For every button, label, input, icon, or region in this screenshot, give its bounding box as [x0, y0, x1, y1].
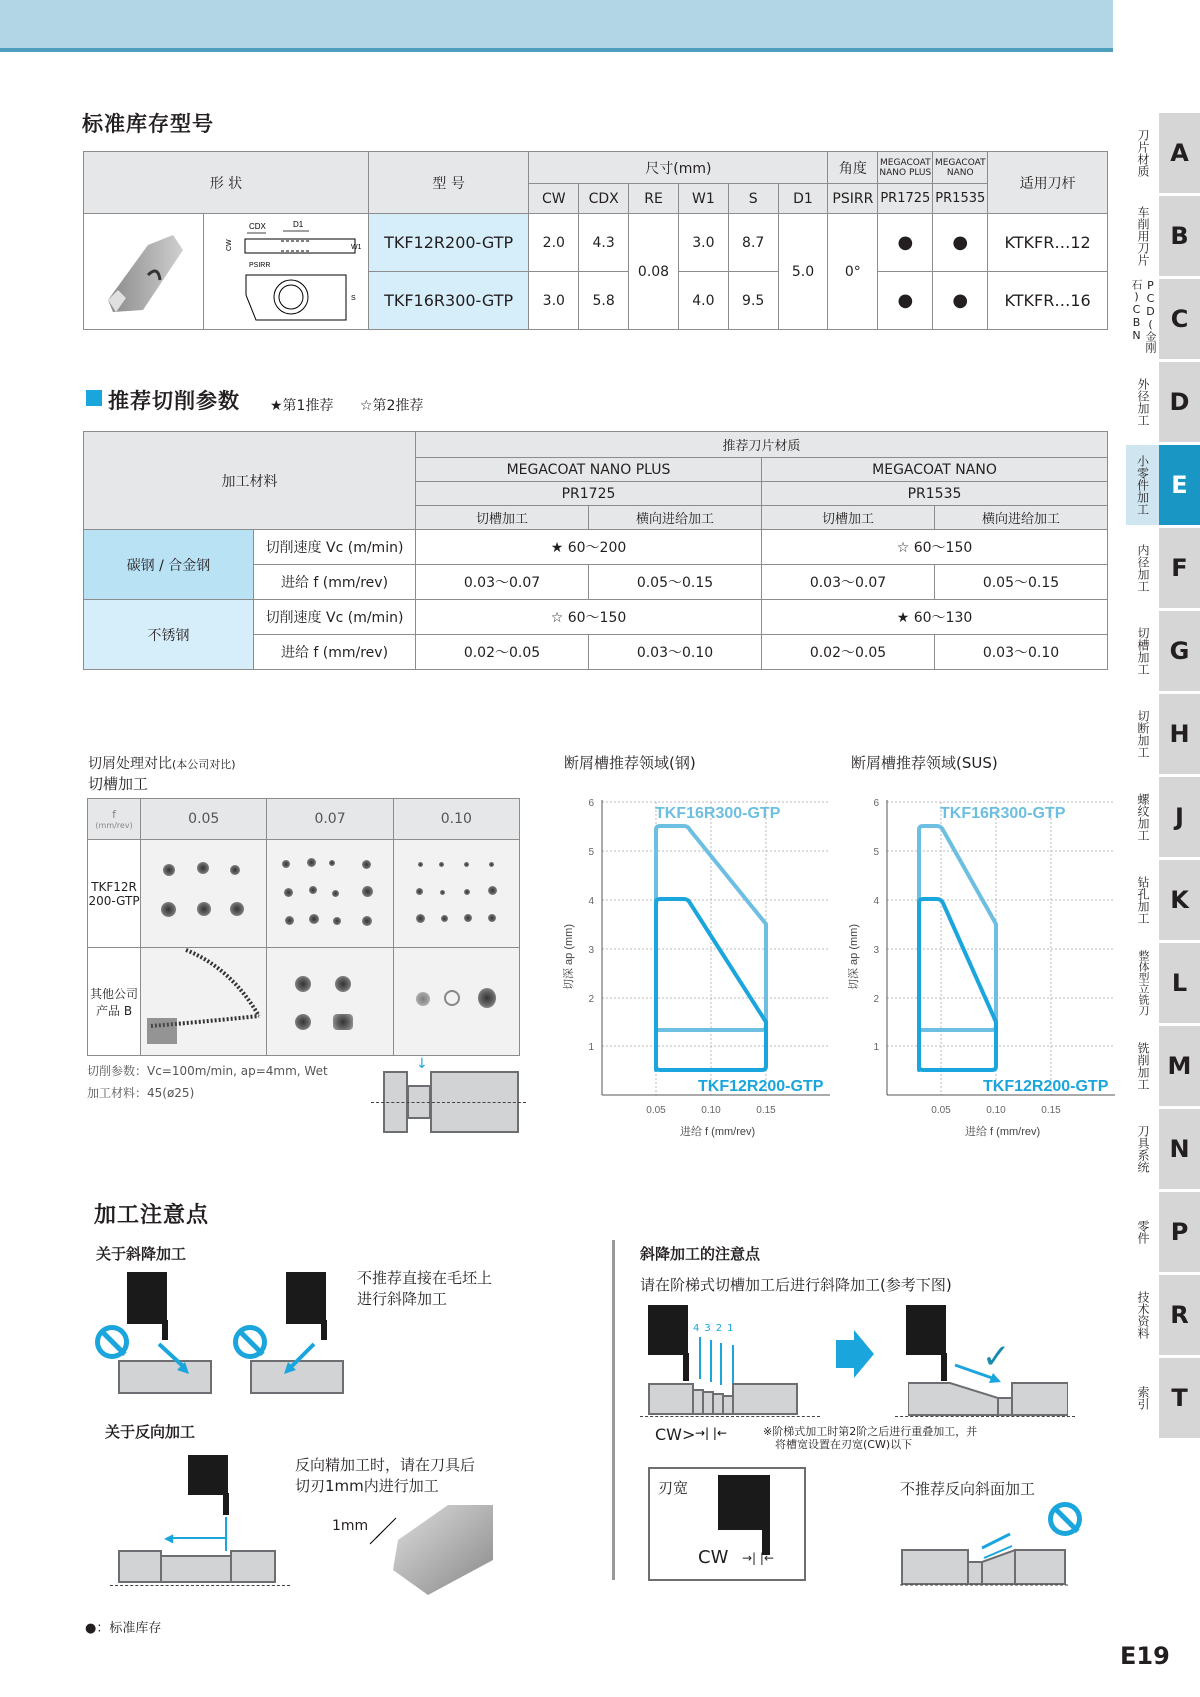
shape-header: 形 状 [84, 152, 369, 214]
tab-f[interactable]: F [1159, 528, 1200, 608]
svg-text:TKF12R200-GTP: TKF12R200-GTP [983, 1078, 1109, 1095]
cautions-title: 加工注意点 [94, 1203, 210, 1228]
svg-text:W1: W1 [350, 243, 361, 251]
svg-text:进给 f (mm/rev): 进给 f (mm/rev) [965, 1126, 1041, 1138]
speed-g1: ☆ 60～150 [416, 600, 762, 635]
tab-label-b[interactable]: 车削用刀片 [1136, 206, 1150, 266]
svg-text:PSIRR: PSIRR [248, 261, 271, 269]
ramp-title: 关于斜降加工 [96, 1245, 187, 1263]
svg-text:TKF16R300-GTP: TKF16R300-GTP [940, 805, 1066, 822]
svg-text:4: 4 [588, 896, 594, 907]
col-pr1535: PR1535 [933, 184, 988, 214]
reverse-text: 反向精加工时，请在刀具后 切刃1mm内进行加工 [295, 1456, 476, 1495]
reverse-title: 关于反向加工 [105, 1423, 196, 1441]
stock-section-title: 标准库存型号 [82, 112, 214, 136]
tab-label-l[interactable]: 整体型立铣刀 [1137, 950, 1150, 1016]
stock-dot-pr1725: ● [878, 272, 933, 330]
svg-text:CW: CW [225, 238, 233, 251]
svg-text:切深 ap (mm): 切深 ap (mm) [563, 924, 575, 990]
feed-label: 进给 f (mm/rev) [254, 635, 416, 670]
reverse-ramp-drawing [900, 1530, 1070, 1586]
legend-first: ★第1推荐 [270, 398, 334, 414]
svg-text:5: 5 [873, 847, 879, 858]
chip-photo [141, 948, 267, 1056]
d1-cell: 5.0 [778, 214, 828, 330]
insert-photo [84, 214, 204, 330]
feed-cell: 0.05～0.15 [935, 565, 1108, 600]
col-d1: D1 [778, 184, 828, 214]
svg-text:TKF12R200-GTP: TKF12R200-GTP [698, 1078, 824, 1095]
dimensions-header: 尺寸(mm) [529, 152, 828, 184]
holder-header: 适用刀杆 [988, 152, 1108, 214]
chip-material: 加工材料：45(ø25) [87, 1086, 195, 1100]
section-marker-icon [86, 390, 102, 406]
f-col: 0.05 [141, 799, 267, 840]
cw-label: CW> [655, 1425, 696, 1444]
chip-photo [267, 948, 393, 1056]
svg-text:CDX: CDX [248, 221, 266, 231]
grade1-coat-header: MEGACOAT NANO PLUS [878, 152, 933, 184]
speed-label: 切削速度 Vc (m/min) [254, 530, 416, 565]
feed-cell: 0.05～0.15 [589, 565, 762, 600]
coat1-header: MEGACOAT NANO PLUS [416, 458, 762, 482]
svg-text:2: 2 [588, 994, 594, 1005]
svg-text:6: 6 [873, 798, 879, 809]
col-w1: W1 [678, 184, 728, 214]
tab-e[interactable]: E [1159, 445, 1200, 525]
centerline [895, 1416, 1075, 1417]
grade1-header: PR1725 [416, 482, 762, 506]
tab-n[interactable]: N [1159, 1109, 1200, 1189]
stock-legend: ●：标准库存 [85, 1621, 162, 1636]
s-cell: 8.7 [728, 214, 778, 272]
tab-h[interactable]: H [1159, 694, 1200, 774]
angle-header: 角度 [828, 152, 878, 184]
legend-second: ☆第2推荐 [360, 398, 424, 414]
material-stainless: 不锈钢 [84, 600, 254, 670]
table-row [84, 214, 1108, 272]
chip-compare-subtitle: 切槽加工 [88, 775, 149, 793]
col-s: S [728, 184, 778, 214]
svg-text:D1: D1 [292, 219, 304, 229]
svg-text:1: 1 [588, 1042, 594, 1053]
prohibited-icon [233, 1325, 267, 1359]
feed-cell: 0.03～0.10 [589, 635, 762, 670]
long-chip-icon [141, 948, 265, 1052]
w1-cell: 3.0 [678, 214, 728, 272]
holder-cell: KTKFR…12 [988, 214, 1108, 272]
tab-g[interactable]: G [1159, 611, 1200, 691]
tab-m[interactable]: M [1159, 1026, 1200, 1106]
speed-g2: ☆ 60～150 [762, 530, 1108, 565]
svg-text:0.05: 0.05 [931, 1105, 951, 1116]
col-cdx: CDX [579, 184, 629, 214]
f-col: 0.10 [393, 799, 519, 840]
header-banner [0, 0, 1113, 52]
tab-label-n[interactable]: 刀具系统 [1136, 1125, 1150, 1173]
feed-cell: 0.03～0.07 [762, 565, 935, 600]
model-header: 型 号 [368, 152, 529, 214]
prohibited-icon [95, 1325, 129, 1359]
chip-photo [393, 840, 519, 948]
blade-width-box [648, 1467, 806, 1581]
footnote: ※阶梯式加工时第2阶之后进行重叠加工，并 将槽宽设置在刃宽(CW)以下 [763, 1425, 978, 1451]
svg-text:TKF16R300-GTP: TKF16R300-GTP [655, 805, 781, 822]
speed-g2: ★ 60～130 [762, 600, 1108, 635]
svg-text:S: S [350, 294, 356, 302]
col-psirr: PSIRR [828, 184, 878, 214]
cw-cell: 2.0 [529, 214, 579, 272]
insert-photo-icon [88, 220, 198, 320]
blade-width-label: 刃宽 [658, 1479, 689, 1497]
cw-dim-arrows: →| |← [695, 1426, 728, 1440]
feed-cell: 0.03～0.10 [935, 635, 1108, 670]
svg-text:3: 3 [588, 945, 594, 956]
tab-label-g[interactable]: 切槽加工 [1136, 627, 1150, 675]
stock-dot-pr1535: ● [933, 214, 988, 272]
tab-r[interactable]: R [1159, 1275, 1200, 1355]
material-header: 加工材料 [84, 432, 416, 530]
cw-dim-arrows: →| |← [742, 1551, 775, 1565]
chip-compare-title: 切屑处理对比(本公司对比) [88, 756, 236, 772]
stock-dot-pr1535: ● [933, 272, 988, 330]
svg-text:0.05: 0.05 [646, 1105, 666, 1116]
cw-cell: 3.0 [529, 272, 579, 330]
stock-dot-pr1725: ● [878, 214, 933, 272]
cdx-cell: 5.8 [579, 272, 629, 330]
tab-label-h[interactable]: 切断加工 [1136, 710, 1150, 758]
chart-sus-title: 断屑槽推荐领域(SUS) [851, 754, 998, 772]
speed-g1: ★ 60～200 [416, 530, 762, 565]
w1-cell: 4.0 [678, 272, 728, 330]
model-cell: TKF16R300-GTP [368, 272, 529, 330]
tab-l[interactable]: L [1159, 943, 1200, 1023]
grade2-header: PR1535 [762, 482, 1108, 506]
grade-header: 推荐刀片材质 [416, 432, 1108, 458]
chip-photo [141, 840, 267, 948]
model-cell: TKF12R200-GTP [368, 214, 529, 272]
tab-p[interactable]: P [1159, 1192, 1200, 1272]
tab-label-d[interactable]: 外径加工 [1136, 378, 1150, 426]
col-re: RE [629, 184, 679, 214]
step-grooving-drawing [648, 1305, 813, 1415]
section-divider [612, 1240, 615, 1580]
col-cw: CW [529, 184, 579, 214]
diagonal-arrow-icon [155, 1340, 195, 1380]
cdx-cell: 4.3 [579, 214, 629, 272]
op-grooving-header: 切槽加工 [416, 506, 589, 530]
chart-steel [560, 790, 840, 1140]
reverse-dim: 1mm [332, 1518, 369, 1534]
op-traverse-header: 横向进给加工 [935, 506, 1108, 530]
op-traverse-header: 横向进给加工 [589, 506, 762, 530]
workpiece-groove-drawing [383, 1056, 503, 1137]
speed-label: 切削速度 Vc (m/min) [254, 600, 416, 635]
tab-label-m[interactable]: 铣削加工 [1136, 1042, 1150, 1090]
tab-label-e[interactable]: 小零件加工 [1126, 445, 1159, 525]
chip-photo [267, 840, 393, 948]
ramp-notes-title: 斜降加工的注意点 [640, 1245, 761, 1263]
ramp-notes-text: 请在阶梯式切槽加工后进行斜降加工(参考下图) [640, 1276, 952, 1294]
check-icon: ✓ [982, 1337, 1011, 1377]
tab-b[interactable]: B [1159, 196, 1200, 276]
ramp-after-step-drawing [898, 1305, 1068, 1415]
tab-label-t[interactable]: 索引 [1136, 1386, 1150, 1410]
re-cell: 0.08 [629, 214, 679, 330]
chip-photo [393, 948, 519, 1056]
page-number: E19 [1120, 1642, 1170, 1670]
svg-text:切深 ap (mm): 切深 ap (mm) [848, 924, 860, 990]
feed-cell: 0.03～0.07 [416, 565, 589, 600]
tab-label-j[interactable]: 螺纹加工 [1136, 793, 1150, 841]
holder-cell: KTKFR…16 [988, 272, 1108, 330]
svg-text:0.10: 0.10 [986, 1105, 1006, 1116]
svg-text:5: 5 [588, 847, 594, 858]
svg-text:2: 2 [873, 994, 879, 1005]
tab-label-f[interactable]: 内径加工 [1136, 544, 1150, 592]
tab-t[interactable]: T [1159, 1358, 1200, 1438]
cutting-section-title: 推荐切削参数 [108, 389, 240, 413]
feed-label: 进给 f (mm/rev) [254, 565, 416, 600]
chip-compare-table [87, 798, 520, 1056]
cutting-params-table [83, 431, 1108, 670]
stock-table [83, 151, 1108, 330]
svg-text:0.15: 0.15 [1041, 1105, 1061, 1116]
s-cell: 9.5 [728, 272, 778, 330]
svg-text:4: 4 [873, 896, 879, 907]
ramp-text: 不推荐直接在毛坯上 进行斜降加工 [357, 1269, 493, 1308]
feed-cell: 0.02～0.05 [416, 635, 589, 670]
tab-a[interactable]: A [1159, 113, 1200, 193]
col-pr1725: PR1725 [878, 184, 933, 214]
table-row [84, 530, 1108, 565]
grade2-coat-header: MEGACOAT NANO [933, 152, 988, 184]
ramp-not-recommended-drawing [90, 1270, 350, 1395]
tab-label-c[interactable]: PCD(金刚石)CBN [1130, 279, 1157, 353]
tab-label-k[interactable]: 钻孔加工 [1136, 876, 1150, 924]
tab-label-r[interactable]: 技术资料 [1136, 1291, 1150, 1339]
svg-text:3: 3 [873, 945, 879, 956]
tab-k[interactable]: K [1159, 860, 1200, 940]
svg-text:进给 f (mm/rev): 进给 f (mm/rev) [680, 1126, 756, 1138]
tab-j[interactable]: J [1159, 777, 1200, 857]
row-label-other-b: 其他公司 产品 B [88, 948, 141, 1056]
chip-params: 切削参数：Vc=100m/min, ap=4mm, Wet [87, 1064, 328, 1078]
insert-drawing [203, 214, 368, 330]
next-arrow-icon [836, 1330, 874, 1378]
psirr-cell: 0° [828, 214, 878, 330]
tab-label-p[interactable]: 零件 [1136, 1220, 1150, 1244]
reverse-machining-drawing: ◀ [110, 1455, 290, 1590]
insert-edge-photo [368, 1500, 498, 1600]
table-row [84, 600, 1108, 635]
step-numbers: 4321 [693, 1323, 739, 1334]
op-grooving-header: 切槽加工 [762, 506, 935, 530]
f-col: 0.07 [267, 799, 393, 840]
cw-text: CW [698, 1547, 729, 1568]
row-label-tkf12r: TKF12R 200-GTP [88, 840, 141, 948]
coat2-header: MEGACOAT NANO [762, 458, 1108, 482]
svg-text:0.10: 0.10 [701, 1105, 721, 1116]
tab-d[interactable]: D [1159, 362, 1200, 442]
svg-text:0.15: 0.15 [756, 1105, 776, 1116]
insert-dimension-drawing-icon [211, 215, 361, 325]
svg-text:6: 6 [588, 798, 594, 809]
diagonal-arrow-icon [280, 1340, 320, 1380]
feed-arrow-icon: ↓ [416, 1056, 428, 1072]
feed-cell: 0.02～0.05 [762, 635, 935, 670]
material-carbon-steel: 碳钢 / 合金钢 [84, 530, 254, 600]
no-reverse-ramp-text: 不推荐反向斜面加工 [900, 1480, 1036, 1498]
tab-label-a[interactable]: 刀片材质 [1136, 129, 1150, 177]
centerline [640, 1416, 820, 1417]
chart-sus [845, 790, 1125, 1140]
svg-text:1: 1 [873, 1042, 879, 1053]
tab-c[interactable]: C [1159, 279, 1200, 359]
chart-steel-title: 断屑槽推荐领域(钢) [564, 754, 696, 772]
f-header: f (mm/rev) [88, 799, 141, 840]
